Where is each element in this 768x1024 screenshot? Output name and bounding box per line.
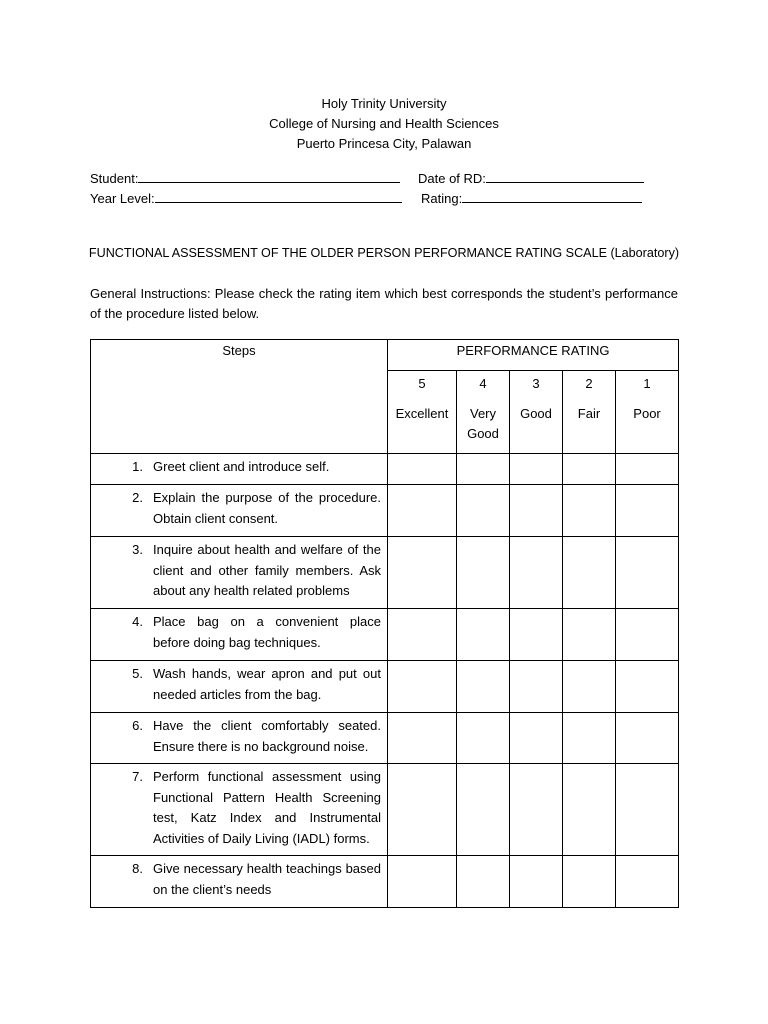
rating-checkbox-cell-5[interactable] [388, 454, 457, 485]
rating-checkbox-cell-2[interactable] [563, 454, 616, 485]
step-number: 3. [132, 542, 143, 557]
rating-header-4 [457, 371, 510, 454]
rating-checkbox-cell-3[interactable] [510, 856, 563, 908]
rating-label: Fair [577, 406, 601, 421]
step-text: Give necessary health teachings based on the client’s needs [153, 861, 381, 897]
step-text: Place bag on a convenient place before doing bag techniques. [153, 614, 381, 650]
rating-checkbox-cell-4[interactable] [457, 764, 510, 856]
rating-label: Excellent [395, 406, 449, 421]
rating-label: Good [520, 406, 552, 421]
general-instructions: General Instructions: Please check the rating item which best corresponds the student’s performance of the procedure listed below. [90, 286, 678, 321]
table-row [91, 856, 679, 908]
step-cell [91, 713, 388, 764]
rating-checkbox-cell-2[interactable] [563, 856, 616, 908]
rating-checkbox-cell-4[interactable] [457, 537, 510, 609]
rating-checkbox-cell-3[interactable] [510, 537, 563, 609]
year-level-field[interactable] [155, 190, 402, 203]
document-header [0, 94, 768, 154]
rating-checkbox-cell-4[interactable] [457, 713, 510, 764]
table-row [91, 485, 679, 537]
rating-checkbox-cell-1[interactable] [616, 713, 679, 764]
step-cell [91, 454, 388, 485]
table-row [91, 537, 679, 609]
rating-field[interactable] [462, 190, 642, 203]
year-level-label: Year Level: [90, 191, 155, 206]
rating-checkbox-cell-1[interactable] [616, 537, 679, 609]
table-row [91, 713, 679, 764]
location: Puerto Princesa City, Palawan [296, 136, 472, 151]
rating-checkbox-cell-5[interactable] [388, 485, 457, 537]
step-text: Inquire about health and welfare of the client and other family members. Ask about any health related problems [153, 542, 381, 598]
rating-checkbox-cell-5[interactable] [388, 764, 457, 856]
college-name: College of Nursing and Health Sciences [269, 116, 499, 131]
step-cell [91, 856, 388, 908]
rating-header-1 [616, 371, 679, 454]
rating-checkbox-cell-1[interactable] [616, 856, 679, 908]
rating-checkbox-cell-1[interactable] [616, 454, 679, 485]
rating-score: 1 [643, 376, 651, 391]
table-row [91, 661, 679, 713]
step-number: 5. [132, 666, 143, 681]
rating-checkbox-cell-2[interactable] [563, 764, 616, 856]
rating-checkbox-cell-2[interactable] [563, 609, 616, 661]
rating-checkbox-cell-2[interactable] [563, 661, 616, 713]
rating-checkbox-cell-3[interactable] [510, 609, 563, 661]
rating-checkbox-cell-1[interactable] [616, 661, 679, 713]
rating-checkbox-cell-4[interactable] [457, 485, 510, 537]
rating-checkbox-cell-3[interactable] [510, 485, 563, 537]
step-number: 4. [132, 614, 143, 629]
step-cell [91, 661, 388, 713]
steps-header: Steps [91, 340, 388, 454]
step-number: 7. [132, 769, 143, 784]
step-text: Wash hands, wear apron and put out needed articles from the bag. [153, 666, 381, 702]
date-field[interactable] [486, 170, 644, 183]
step-number: 2. [132, 490, 143, 505]
rating-checkbox-cell-4[interactable] [457, 661, 510, 713]
step-text: Explain the purpose of the procedure. Obtain client consent. [153, 490, 381, 526]
date-label: Date of RD: [418, 171, 486, 186]
rating-score: 4 [479, 376, 487, 391]
rating-header-2 [563, 371, 616, 454]
step-text: Greet client and introduce self. [153, 459, 330, 474]
rating-checkbox-cell-3[interactable] [510, 661, 563, 713]
performance-rating-header: PERFORMANCE RATING [388, 340, 679, 371]
step-cell [91, 764, 388, 856]
student-info-fields [90, 169, 680, 209]
rating-score: 5 [418, 376, 426, 391]
rating-checkbox-cell-2[interactable] [563, 485, 616, 537]
student-label: Student: [90, 171, 139, 186]
rating-score: 2 [585, 376, 593, 391]
rating-header-3 [510, 371, 563, 454]
step-number: 6. [132, 718, 143, 733]
table-row [91, 454, 679, 485]
rating-label: Poor [633, 406, 661, 421]
rating-checkbox-cell-2[interactable] [563, 713, 616, 764]
rating-label: Rating: [421, 191, 463, 206]
rating-checkbox-cell-3[interactable] [510, 454, 563, 485]
rating-label: Very Good [467, 406, 499, 441]
step-number: 8. [132, 861, 143, 876]
rating-checkbox-cell-3[interactable] [510, 713, 563, 764]
step-number: 1. [132, 459, 143, 474]
rating-checkbox-cell-1[interactable] [616, 485, 679, 537]
rating-checkbox-cell-5[interactable] [388, 537, 457, 609]
rating-checkbox-cell-5[interactable] [388, 856, 457, 908]
rating-checkbox-cell-5[interactable] [388, 661, 457, 713]
step-text: Perform functional assessment using Functional Pattern Health Screening test, Katz Index and Instrumental Activities of Daily Living (IADL) forms. [153, 769, 381, 846]
table-row [91, 764, 679, 856]
rating-checkbox-cell-5[interactable] [388, 713, 457, 764]
step-cell [91, 609, 388, 661]
rating-score: 3 [532, 376, 540, 391]
rating-checkbox-cell-1[interactable] [616, 609, 679, 661]
rating-checkbox-cell-1[interactable] [616, 764, 679, 856]
table-row [91, 609, 679, 661]
rating-checkbox-cell-2[interactable] [563, 537, 616, 609]
rating-checkbox-cell-4[interactable] [457, 609, 510, 661]
step-cell [91, 485, 388, 537]
rating-checkbox-cell-5[interactable] [388, 609, 457, 661]
student-field[interactable] [138, 170, 400, 183]
step-cell [91, 537, 388, 609]
university-name: Holy Trinity University [321, 96, 447, 111]
form-title: FUNCTIONAL ASSESSMENT OF THE OLDER PERSON PERFORMANCE RATING SCALE (Laboratory) [88, 246, 680, 260]
rating-header-5 [388, 371, 457, 454]
performance-rating-table [90, 339, 679, 908]
rating-checkbox-cell-4[interactable] [457, 454, 510, 485]
rating-checkbox-cell-4[interactable] [457, 856, 510, 908]
rating-checkbox-cell-3[interactable] [510, 764, 563, 856]
step-text: Have the client comfortably seated. Ensure there is no background noise. [153, 718, 381, 754]
